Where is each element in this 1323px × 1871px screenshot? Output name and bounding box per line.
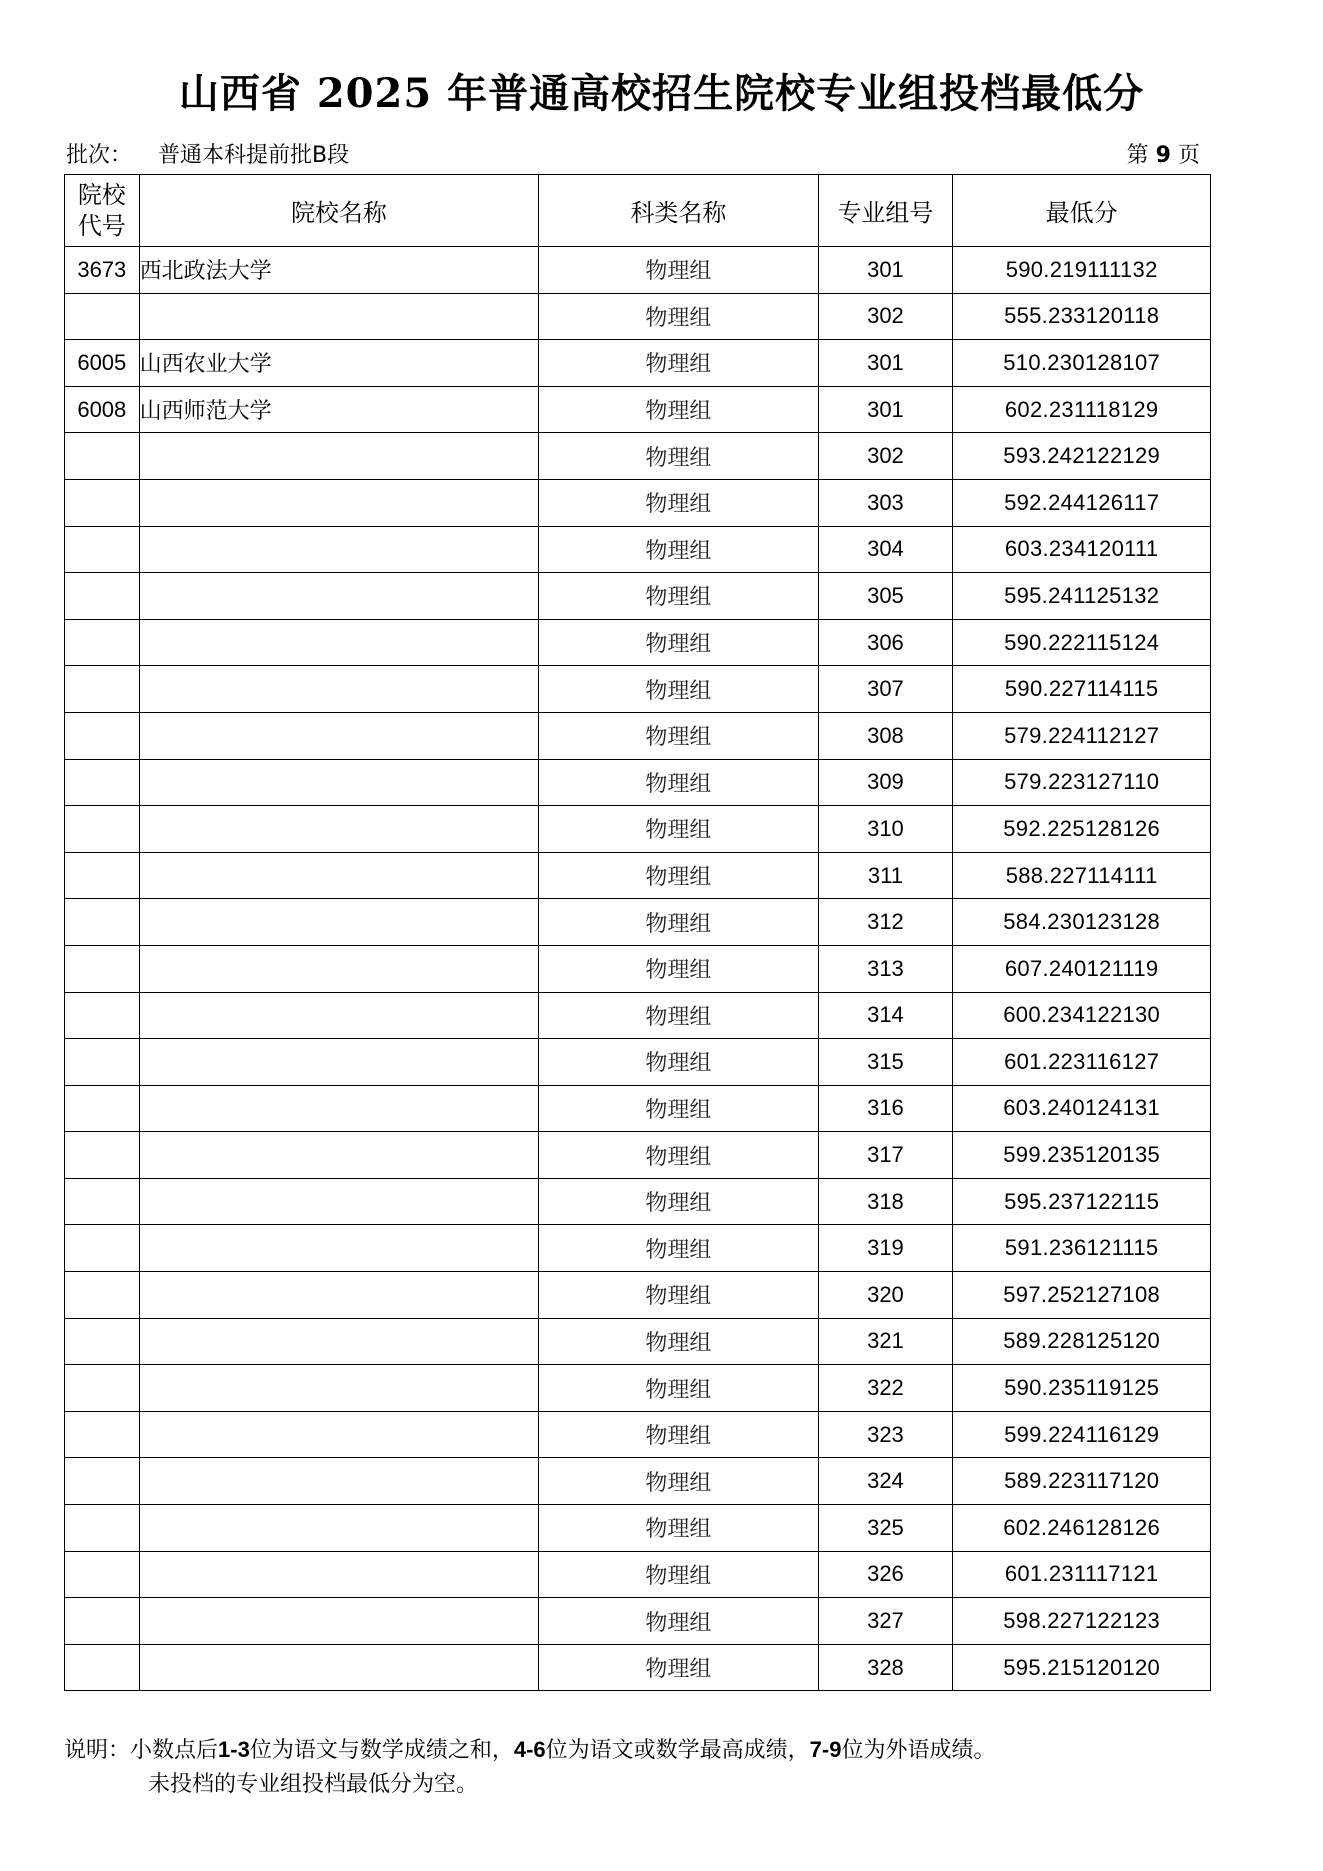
school-name-cell [139,1644,539,1691]
school-name-cell [139,806,539,853]
subject-cell: 物理组 [539,1551,818,1598]
group-number-cell: 313 [818,945,953,992]
min-score-cell: 590.227114115 [953,666,1211,713]
min-score-cell: 590.222115124 [953,619,1211,666]
school-code-cell [65,619,140,666]
school-name-cell [139,293,539,340]
min-score-cell: 590.235119125 [953,1365,1211,1412]
subject-cell: 物理组 [539,945,818,992]
subject-cell: 物理组 [539,293,818,340]
min-score-cell: 555.233120118 [953,293,1211,340]
subject-cell: 物理组 [539,899,818,946]
min-score-cell: 579.224112127 [953,712,1211,759]
subject-cell: 物理组 [539,852,818,899]
min-score-cell: 603.234120111 [953,526,1211,573]
school-name-cell [139,573,539,620]
group-number-cell: 304 [818,526,953,573]
subject-cell: 物理组 [539,1039,818,1086]
school-code-cell [65,1458,140,1505]
min-score-cell: 601.231117121 [953,1551,1211,1598]
school-code-cell [65,1551,140,1598]
min-score-cell: 599.224116129 [953,1411,1211,1458]
table-row [65,573,1211,620]
min-score-cell: 591.236121115 [953,1225,1211,1272]
group-number-cell: 308 [818,712,953,759]
subject-cell: 物理组 [539,1318,818,1365]
group-number-cell: 301 [818,386,953,433]
table-row [65,899,1211,946]
school-code-cell [65,945,140,992]
school-name-cell [139,992,539,1039]
group-number-cell: 324 [818,1458,953,1505]
subject-cell: 物理组 [539,526,818,573]
group-number-cell: 328 [818,1644,953,1691]
school-name-cell [139,1178,539,1225]
table-body [65,247,1211,1691]
min-score-cell: 589.223117120 [953,1458,1211,1505]
score-table [64,174,1211,1691]
note-line-1: 说明：小数点后1-3位为语文与数学成绩之和，4-6位为语文或数学最高成绩，7-9位为外语成绩。 [64,1737,996,1763]
min-score-cell: 584.230123128 [953,899,1211,946]
table-row [65,712,1211,759]
school-name-cell [139,433,539,480]
min-score-cell: 599.235120135 [953,1132,1211,1179]
page-prefix: 第 [1126,143,1149,168]
group-number-cell: 325 [818,1505,953,1552]
header-school-code: 院校 代号 [65,175,140,247]
table-row [65,1551,1211,1598]
school-code-cell [65,1225,140,1272]
table-row [65,1411,1211,1458]
school-code-cell [65,666,140,713]
school-name-cell [139,1039,539,1086]
table-row [65,293,1211,340]
school-name-cell: 山西师范大学 [139,386,539,433]
school-code-cell [65,1085,140,1132]
group-number-cell: 302 [818,433,953,480]
school-code-cell [65,1272,140,1319]
subject-cell: 物理组 [539,340,818,387]
subject-cell: 物理组 [539,1178,818,1225]
explanation-note [64,1733,1244,1802]
group-number-cell: 317 [818,1132,953,1179]
subject-cell: 物理组 [539,712,818,759]
table-row [65,526,1211,573]
school-name-cell [139,479,539,526]
school-code-cell [65,1411,140,1458]
min-score-cell: 597.252127108 [953,1272,1211,1319]
page-suffix: 页 [1177,143,1200,168]
school-code-cell [65,1039,140,1086]
group-number-cell: 309 [818,759,953,806]
school-name-cell [139,852,539,899]
note-line-2: 未投档的专业组投档最低分为空。 [148,1772,479,1797]
school-name-cell [139,899,539,946]
school-code-cell [65,526,140,573]
school-name-cell [139,1458,539,1505]
table-row [65,1598,1211,1645]
school-name-cell [139,1365,539,1412]
school-code-cell: 6005 [65,340,140,387]
table-row [65,340,1211,387]
school-code-cell [65,759,140,806]
header-min-score: 最低分 [953,175,1211,247]
school-name-cell [139,1085,539,1132]
subject-cell: 物理组 [539,479,818,526]
school-code-cell [65,293,140,340]
table-row [65,479,1211,526]
subject-cell: 物理组 [539,666,818,713]
school-code-cell [65,992,140,1039]
group-number-cell: 321 [818,1318,953,1365]
min-score-cell: 588.227114111 [953,852,1211,899]
table-row [65,1644,1211,1691]
school-name-cell [139,1132,539,1179]
batch-info-bar [66,138,1200,168]
school-name-cell [139,1551,539,1598]
group-number-cell: 307 [818,666,953,713]
group-number-cell: 316 [818,1085,953,1132]
table-row [65,852,1211,899]
school-code-cell [65,573,140,620]
subject-cell: 物理组 [539,806,818,853]
min-score-cell: 592.225128126 [953,806,1211,853]
subject-cell: 物理组 [539,1411,818,1458]
school-name-cell [139,1411,539,1458]
page-title: 山西省 2025 年普通高校招生院校专业组投档最低分 [178,70,1145,117]
school-code-cell [65,1318,140,1365]
school-code-cell [65,1598,140,1645]
school-name-cell [139,666,539,713]
subject-cell: 物理组 [539,1365,818,1412]
group-number-cell: 305 [818,573,953,620]
subject-cell: 物理组 [539,1505,818,1552]
subject-cell: 物理组 [539,1132,818,1179]
table-row [65,1178,1211,1225]
subject-cell: 物理组 [539,1644,818,1691]
min-score-cell: 589.228125120 [953,1318,1211,1365]
group-number-cell: 301 [818,340,953,387]
page-number [1127,138,1200,169]
school-code-cell [65,1132,140,1179]
min-score-cell: 593.242122129 [953,433,1211,480]
school-name-cell [139,712,539,759]
school-code-cell [65,712,140,759]
page-number-value: 9 [1155,143,1171,168]
table-row [65,666,1211,713]
group-number-cell: 320 [818,1272,953,1319]
school-name-cell [139,1318,539,1365]
school-name-cell [139,1272,539,1319]
subject-cell: 物理组 [539,1085,818,1132]
school-code-cell: 3673 [65,247,140,294]
group-number-cell: 319 [818,1225,953,1272]
group-number-cell: 315 [818,1039,953,1086]
subject-cell: 物理组 [539,759,818,806]
min-score-cell: 602.246128126 [953,1505,1211,1552]
school-code-cell [65,806,140,853]
subject-cell: 物理组 [539,1458,818,1505]
school-code-cell [65,479,140,526]
table-row [65,1272,1211,1319]
table-row [65,1225,1211,1272]
school-code-cell [65,1644,140,1691]
school-name-cell [139,759,539,806]
group-number-cell: 322 [818,1365,953,1412]
subject-cell: 物理组 [539,1225,818,1272]
table-row [65,945,1211,992]
subject-cell: 物理组 [539,433,818,480]
batch-value: 普通本科提前批B段 [158,143,350,168]
group-number-cell: 312 [818,899,953,946]
subject-cell: 物理组 [539,1598,818,1645]
table-row [65,619,1211,666]
min-score-cell: 592.244126117 [953,479,1211,526]
school-name-cell [139,1505,539,1552]
table-row [65,806,1211,853]
school-name-cell: 西北政法大学 [139,247,539,294]
min-score-cell: 595.215120120 [953,1644,1211,1691]
table-row [65,1505,1211,1552]
school-name-cell [139,1225,539,1272]
table-row [65,386,1211,433]
table-header-row [65,175,1211,247]
min-score-cell: 602.231118129 [953,386,1211,433]
table-row [65,1085,1211,1132]
table-row [65,1458,1211,1505]
min-score-cell: 601.223116127 [953,1039,1211,1086]
group-number-cell: 311 [818,852,953,899]
group-number-cell: 310 [818,806,953,853]
batch-label: 批次： [66,143,133,168]
school-name-cell [139,619,539,666]
table-row [65,1132,1211,1179]
table-row [65,247,1211,294]
subject-cell: 物理组 [539,1272,818,1319]
school-name-cell [139,1598,539,1645]
subject-cell: 物理组 [539,386,818,433]
school-code-cell [65,899,140,946]
group-number-cell: 306 [818,619,953,666]
school-code-cell [65,1365,140,1412]
group-number-cell: 318 [818,1178,953,1225]
min-score-cell: 590.219111132 [953,247,1211,294]
school-code-cell [65,1505,140,1552]
school-name-cell [139,526,539,573]
header-group-number: 专业组号 [818,175,953,247]
table-row [65,433,1211,480]
table-row [65,1318,1211,1365]
group-number-cell: 301 [818,247,953,294]
header-subject: 科类名称 [539,175,818,247]
min-score-cell: 600.234122130 [953,992,1211,1039]
min-score-cell: 607.240121119 [953,945,1211,992]
min-score-cell: 595.237122115 [953,1178,1211,1225]
group-number-cell: 326 [818,1551,953,1598]
group-number-cell: 302 [818,293,953,340]
min-score-cell: 595.241125132 [953,573,1211,620]
school-code-cell: 6008 [65,386,140,433]
min-score-cell: 510.230128107 [953,340,1211,387]
school-code-cell [65,1178,140,1225]
school-code-cell [65,852,140,899]
school-name-cell: 山西农业大学 [139,340,539,387]
min-score-cell: 598.227122123 [953,1598,1211,1645]
group-number-cell: 314 [818,992,953,1039]
min-score-cell: 603.240124131 [953,1085,1211,1132]
table-row [65,1039,1211,1086]
school-name-cell [139,945,539,992]
subject-cell: 物理组 [539,992,818,1039]
subject-cell: 物理组 [539,247,818,294]
table-row [65,1365,1211,1412]
school-code-cell [65,433,140,480]
min-score-cell: 579.223127110 [953,759,1211,806]
table-row [65,759,1211,806]
table-row [65,992,1211,1039]
group-number-cell: 303 [818,479,953,526]
header-school-name: 院校名称 [139,175,539,247]
subject-cell: 物理组 [539,619,818,666]
group-number-cell: 323 [818,1411,953,1458]
subject-cell: 物理组 [539,573,818,620]
group-number-cell: 327 [818,1598,953,1645]
